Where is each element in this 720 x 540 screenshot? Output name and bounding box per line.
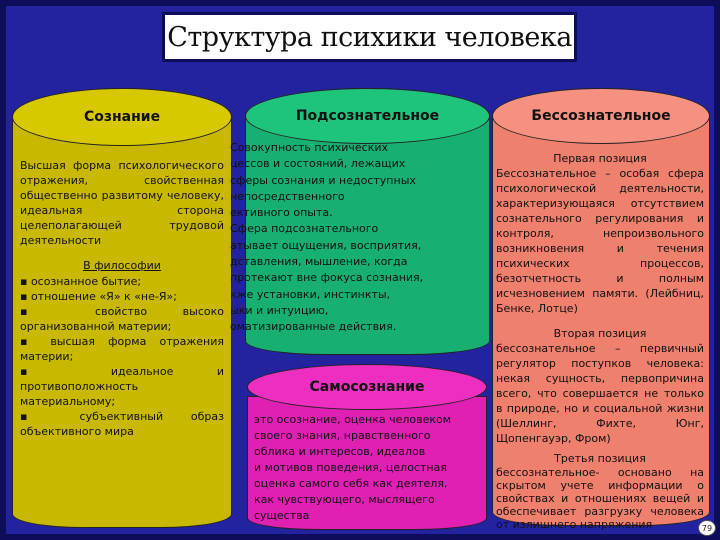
consciousness-content [20, 158, 224, 439]
self-consciousness-line: и мотивов поведения, целостная [254, 461, 447, 474]
self-consciousness-line: это осознание, оценка человеком [254, 413, 452, 426]
philosophy-item: ▪ субъективный образ объективного мира [20, 410, 224, 438]
subconscious-line: протекают вне фокуса сознания, [230, 271, 424, 285]
subconscious-line: дставления, мышление, когда [230, 255, 408, 269]
subconscious-content [230, 140, 485, 340]
position-1-text: Бессознательное – особая сфера психологической деятельности, характеризующаяся отсутствием сознательного регулирования и контроля, непроизвольного возникновения и течения психических процессов, безотчетность и полным исчезновением памяти. (Лейбниц, Бенке, Лотце) [496, 167, 704, 315]
position-1-heading: Первая позиция [553, 152, 647, 165]
title-box [162, 12, 577, 62]
self-consciousness-line: как чувствующего, мыслящего [254, 493, 435, 506]
position-2-heading: Вторая позиция [553, 327, 647, 340]
subconscious-line: цессов и состояний, лежащих [230, 157, 406, 171]
philosophy-item: ▪ свойство высоко организованной материи; [20, 305, 224, 333]
self-consciousness-line: своего знания, нравственного [254, 429, 431, 442]
subconscious-line: ективного опыта. [230, 206, 333, 220]
subconscious-line: ыки и интуицию, [230, 303, 329, 317]
philosophy-item: ▪ высшая форма отражения материи; [20, 335, 224, 363]
philosophy-item: ▪ отношение «Я» к «не-Я»; [20, 290, 177, 303]
subconscious-line: оматизированные действия. [230, 320, 397, 334]
philosophy-list [20, 274, 224, 439]
unconscious-header: Бессознательное [492, 88, 710, 144]
self-consciousness-content [254, 412, 482, 524]
subconscious-header: Подсознательное [245, 88, 490, 144]
philosophy-item: ▪ идеальное и противоположность материальному; [20, 365, 224, 408]
position-3-text: бессознательное- основано на скрытом учете информации о свойствах и отношениях вещей и обеспечивает разгрузку человека от излишнего напряжения [496, 466, 704, 531]
self-consciousness-line: оценка самого себя как деятеля, [254, 477, 448, 490]
philosophy-heading: В философии [83, 259, 161, 272]
unconscious-content [496, 151, 704, 531]
position-3-heading: Третья позиция [554, 452, 646, 465]
subconscious-line: атывает ощущения, восприятия, [230, 238, 422, 252]
self-consciousness-line: облика и интересов, идеалов [254, 445, 426, 458]
subconscious-line: кже установки, инстинкты, [230, 287, 391, 301]
subconscious-line: Совокупность психических [230, 141, 388, 154]
self-consciousness-line: существа [254, 509, 310, 522]
consciousness-definition: Высшая форма психологического отражения, свойственная общественно развитому человеку, идеальная сторона целеполагающей трудовой деятельности [20, 159, 224, 247]
subconscious-line: непосредственного [230, 189, 345, 203]
position-2-text: бессознательное – первичный регулятор поступков человека: некая сущность, первопричина всего, что совершается не только в природе, но и социальной жизни (Шеллинг, Фихте, Юнг, Щопенгауэр, Фром) [496, 342, 704, 445]
page-title: Структура психики человека [167, 21, 572, 53]
page-number-badge: 79 [698, 520, 716, 536]
self-consciousness-header: Самосознание [247, 364, 487, 410]
subconscious-line: сферы сознания и недоступных [230, 173, 416, 187]
subconscious-line: Сфера подсознательного [230, 222, 379, 236]
consciousness-header: Сознание [12, 88, 232, 146]
philosophy-item: ▪ осознанное бытие; [20, 275, 142, 288]
